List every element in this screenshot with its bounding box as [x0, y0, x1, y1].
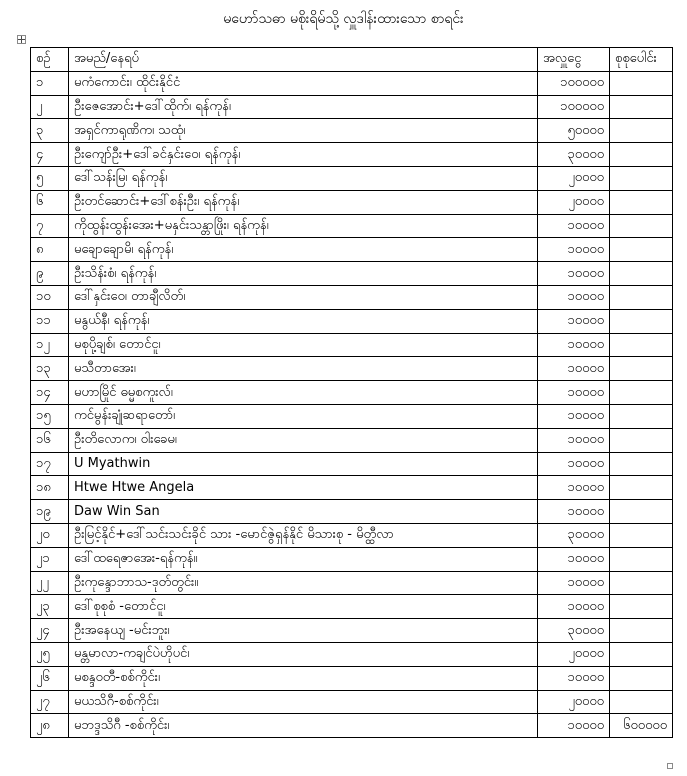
donor-name-cell: ဦးကျော်ဦး+ဒေါ်ခင်နှင်းဝေ၊ ရန်ကုန်၊ [69, 143, 538, 167]
row-number-cell: ၃ [31, 119, 69, 143]
total-amount-cell [610, 143, 673, 167]
donation-table [30, 47, 673, 738]
row-number-cell: ၁၂ [31, 333, 69, 357]
donation-amount-cell: ၂၀၀၀၀ [538, 166, 610, 190]
row-number-cell: ၂၄ [31, 619, 69, 643]
total-amount-cell [610, 262, 673, 286]
table-row [31, 95, 673, 119]
donation-amount-cell: ၁၀၀၀၀ [538, 595, 610, 619]
table-row [31, 595, 673, 619]
table-row [31, 666, 673, 690]
table-row [31, 357, 673, 381]
table-row [31, 143, 673, 167]
donor-name-cell: အရှင်ကာရုဏိက၊ သထုံ၊ [69, 119, 538, 143]
table-row [31, 690, 673, 714]
total-amount-cell [610, 547, 673, 571]
row-number-cell: ၁၃ [31, 357, 69, 381]
row-number-cell: ၂၁ [31, 547, 69, 571]
donor-name-cell: U Myathwin [69, 452, 538, 476]
donor-name-cell: မကံကောင်း၊ ထိုင်းနိုင်ငံ [69, 71, 538, 95]
total-amount-cell [610, 523, 673, 547]
donation-amount-cell: ၁၀၀၀၀ [538, 333, 610, 357]
donor-name-cell: မယသိဂီ-စစ်ကိုင်း၊ [69, 690, 538, 714]
donor-name-cell: ဦးအနေယျ -မင်းဘူး၊ [69, 619, 538, 643]
total-amount-cell [610, 357, 673, 381]
row-number-cell: ၂၆ [31, 666, 69, 690]
donation-amount-cell: ၂၀၀၀၀ [538, 690, 610, 714]
row-number-cell: ၅ [31, 166, 69, 190]
table-row [31, 285, 673, 309]
row-number-cell: ၂ [31, 95, 69, 119]
total-amount-cell [610, 309, 673, 333]
table-row [31, 381, 673, 405]
total-amount-cell [610, 428, 673, 452]
total-amount-cell [610, 119, 673, 143]
donor-name-cell: မဘဒ္ဒသိဂီ -စစ်ကိုင်း၊ [69, 714, 538, 738]
row-number-cell: ၁၀ [31, 285, 69, 309]
donation-amount-cell: ၂၀၀၀၀ [538, 190, 610, 214]
header-no: စဉ် [31, 48, 69, 72]
table-header-row [31, 48, 673, 72]
row-number-cell: ၁၇ [31, 452, 69, 476]
table-row [31, 714, 673, 738]
donor-name-cell: ဦးတိလောက၊ ဝါးခေမ၊ [69, 428, 538, 452]
donor-name-cell: မန္တမာလာ-ကချင်ပဲဟိုပင်၊ [69, 642, 538, 666]
total-amount-cell [610, 166, 673, 190]
donor-name-cell: Htwe Htwe Angela [69, 476, 538, 500]
donation-amount-cell: ၁၀၀၀၀ [538, 357, 610, 381]
total-amount-cell [610, 571, 673, 595]
table-body [31, 71, 673, 737]
table-resize-handle-icon[interactable] [667, 763, 673, 769]
donation-amount-cell: ၁၀၀၀၀ [538, 714, 610, 738]
table-move-handle-icon[interactable] [17, 35, 26, 44]
table-row [31, 238, 673, 262]
table-row [31, 547, 673, 571]
donation-amount-cell: ၁၀၀၀၀၀ [538, 71, 610, 95]
header-amount: အလှူငွေ [538, 48, 610, 72]
table-row [31, 428, 673, 452]
donation-amount-cell: ၁၀၀၀၀ [538, 476, 610, 500]
donation-amount-cell: ၁၀၀၀၀ [538, 309, 610, 333]
donation-amount-cell: ၁၀၀၀၀ [538, 381, 610, 405]
total-amount-cell [610, 238, 673, 262]
row-number-cell: ၆ [31, 190, 69, 214]
donation-amount-cell: ၁၀၀၀၀ [538, 547, 610, 571]
table-row [31, 309, 673, 333]
donation-amount-cell: ၁၀၀၀၀ [538, 571, 610, 595]
donation-amount-cell: ၁၀၀၀၀၀ [538, 95, 610, 119]
donor-name-cell: မနွယ်နီ၊ ရန်ကုန်၊ [69, 309, 538, 333]
table-row [31, 166, 673, 190]
total-amount-cell [610, 666, 673, 690]
donation-amount-cell: ၁၀၀၀၀ [538, 214, 610, 238]
total-amount-cell: ၆၀၀၀၀၀ [610, 714, 673, 738]
total-amount-cell [610, 595, 673, 619]
donor-name-cell: ဒေါ်နှင်းဝေ၊ တာချီလိတ်၊ [69, 285, 538, 309]
total-amount-cell [610, 95, 673, 119]
table-row [31, 262, 673, 286]
row-number-cell: ၂၇ [31, 690, 69, 714]
table-row [31, 619, 673, 643]
total-amount-cell [610, 381, 673, 405]
total-amount-cell [610, 71, 673, 95]
row-number-cell: ၁၅ [31, 404, 69, 428]
row-number-cell: ၈ [31, 238, 69, 262]
donation-amount-cell: ၁၀၀၀၀ [538, 262, 610, 286]
donation-amount-cell: ၁၀၀၀၀ [538, 666, 610, 690]
donor-name-cell: ဦးဇေအောင်း+ဒေါ်ထိုက်၊ ရန်ကုန်၊ [69, 95, 538, 119]
row-number-cell: ၂၂ [31, 571, 69, 595]
header-total: စုစုပေါင်း [610, 48, 673, 72]
table-row [31, 333, 673, 357]
donor-name-cell: ကင်မွန်းချုံဆရာတော်၊ [69, 404, 538, 428]
row-number-cell: ၂၀ [31, 523, 69, 547]
table-row [31, 214, 673, 238]
header-name: အမည်/နေရပ် [69, 48, 538, 72]
table-row [31, 190, 673, 214]
donation-amount-cell: ၁၀၀၀၀ [538, 500, 610, 524]
total-amount-cell [610, 642, 673, 666]
donor-name-cell: မဟာမြိုင် ဓမ္မစကူးလ်၊ [69, 381, 538, 405]
donation-amount-cell: ၁၀၀၀၀ [538, 452, 610, 476]
total-amount-cell [610, 285, 673, 309]
total-amount-cell [610, 452, 673, 476]
donor-name-cell: ဒေါ်သန်းမြ၊ ရန်ကုန်၊ [69, 166, 538, 190]
donor-name-cell: ဦးတင်ဆောင်း+ဒေါ်စန်းဦး၊ ရန်ကုန်၊ [69, 190, 538, 214]
row-number-cell: ၁၁ [31, 309, 69, 333]
donation-amount-cell: ၅၀၀၀၀ [538, 119, 610, 143]
table-row [31, 404, 673, 428]
total-amount-cell [610, 476, 673, 500]
donor-name-cell: ဦးသိန်းစံ၊ ရန်ကုန်၊ [69, 262, 538, 286]
donor-name-cell: ဦးကုန္ဒောဘာသ-ဒုတ်တွင်း။ [69, 571, 538, 595]
donation-amount-cell: ၃၀၀၀၀ [538, 143, 610, 167]
total-amount-cell [610, 333, 673, 357]
total-amount-cell [610, 404, 673, 428]
donor-name-cell: မချောချောမိ၊ ရန်ကုန်၊ [69, 238, 538, 262]
donation-amount-cell: ၁၀၀၀၀ [538, 404, 610, 428]
row-number-cell: ၇ [31, 214, 69, 238]
row-number-cell: ၂၃ [31, 595, 69, 619]
donation-amount-cell: ၃၀၀၀၀ [538, 619, 610, 643]
donor-name-cell: ကိုထွန်းထွန်းအေး+မနှင်းသန္တာဖြိုး၊ ရန်ကုန်၊ [69, 214, 538, 238]
row-number-cell: ၁၈ [31, 476, 69, 500]
donation-amount-cell: ၁၀၀၀၀ [538, 238, 610, 262]
row-number-cell: ၂၅ [31, 642, 69, 666]
table-row [31, 523, 673, 547]
table-row [31, 571, 673, 595]
donor-name-cell: မစန္ဒဝတီ-စစ်ကိုင်း၊ [69, 666, 538, 690]
donor-name-cell: ဒေါ်ထရေဇာအေး-ရန်ကုန်။ [69, 547, 538, 571]
donation-amount-cell: ၃၀၀၀၀ [538, 523, 610, 547]
table-row [31, 119, 673, 143]
document-title: မဟော်သဓာ မစိုးရိမ်သို့ လှူဒါန်းထားသော စာရင်း [223, 11, 464, 27]
row-number-cell: ၁၄ [31, 381, 69, 405]
total-amount-cell [610, 214, 673, 238]
table-row [31, 452, 673, 476]
total-amount-cell [610, 500, 673, 524]
donor-name-cell: ဦးမြင့်နိုင်+ဒေါ်သင်းသင်းခိုင် သား -မောင်ဇွဲရှန်နိုင် မိသားစု - မိတ္ထီလာ [69, 523, 538, 547]
row-number-cell: ၁၉ [31, 500, 69, 524]
table-row [31, 476, 673, 500]
total-amount-cell [610, 190, 673, 214]
donation-amount-cell: ၂၀၀၀၀ [538, 642, 610, 666]
row-number-cell: ၂၈ [31, 714, 69, 738]
row-number-cell: ၄ [31, 143, 69, 167]
total-amount-cell [610, 619, 673, 643]
row-number-cell: ၁၆ [31, 428, 69, 452]
donor-name-cell: မသီတာအေး၊ [69, 357, 538, 381]
row-number-cell: ၁ [31, 71, 69, 95]
donor-name-cell: ဒေါ်စုစုစံ -တောင်ငူ၊ [69, 595, 538, 619]
table-row [31, 71, 673, 95]
donation-amount-cell: ၁၀၀၀၀ [538, 285, 610, 309]
row-number-cell: ၉ [31, 262, 69, 286]
donor-name-cell: မစုပို့ချစ်၊ တောင်ငူ၊ [69, 333, 538, 357]
total-amount-cell [610, 690, 673, 714]
donation-amount-cell: ၁၀၀၀၀ [538, 428, 610, 452]
table-row [31, 642, 673, 666]
donor-name-cell: Daw Win San [69, 500, 538, 524]
table-row [31, 500, 673, 524]
